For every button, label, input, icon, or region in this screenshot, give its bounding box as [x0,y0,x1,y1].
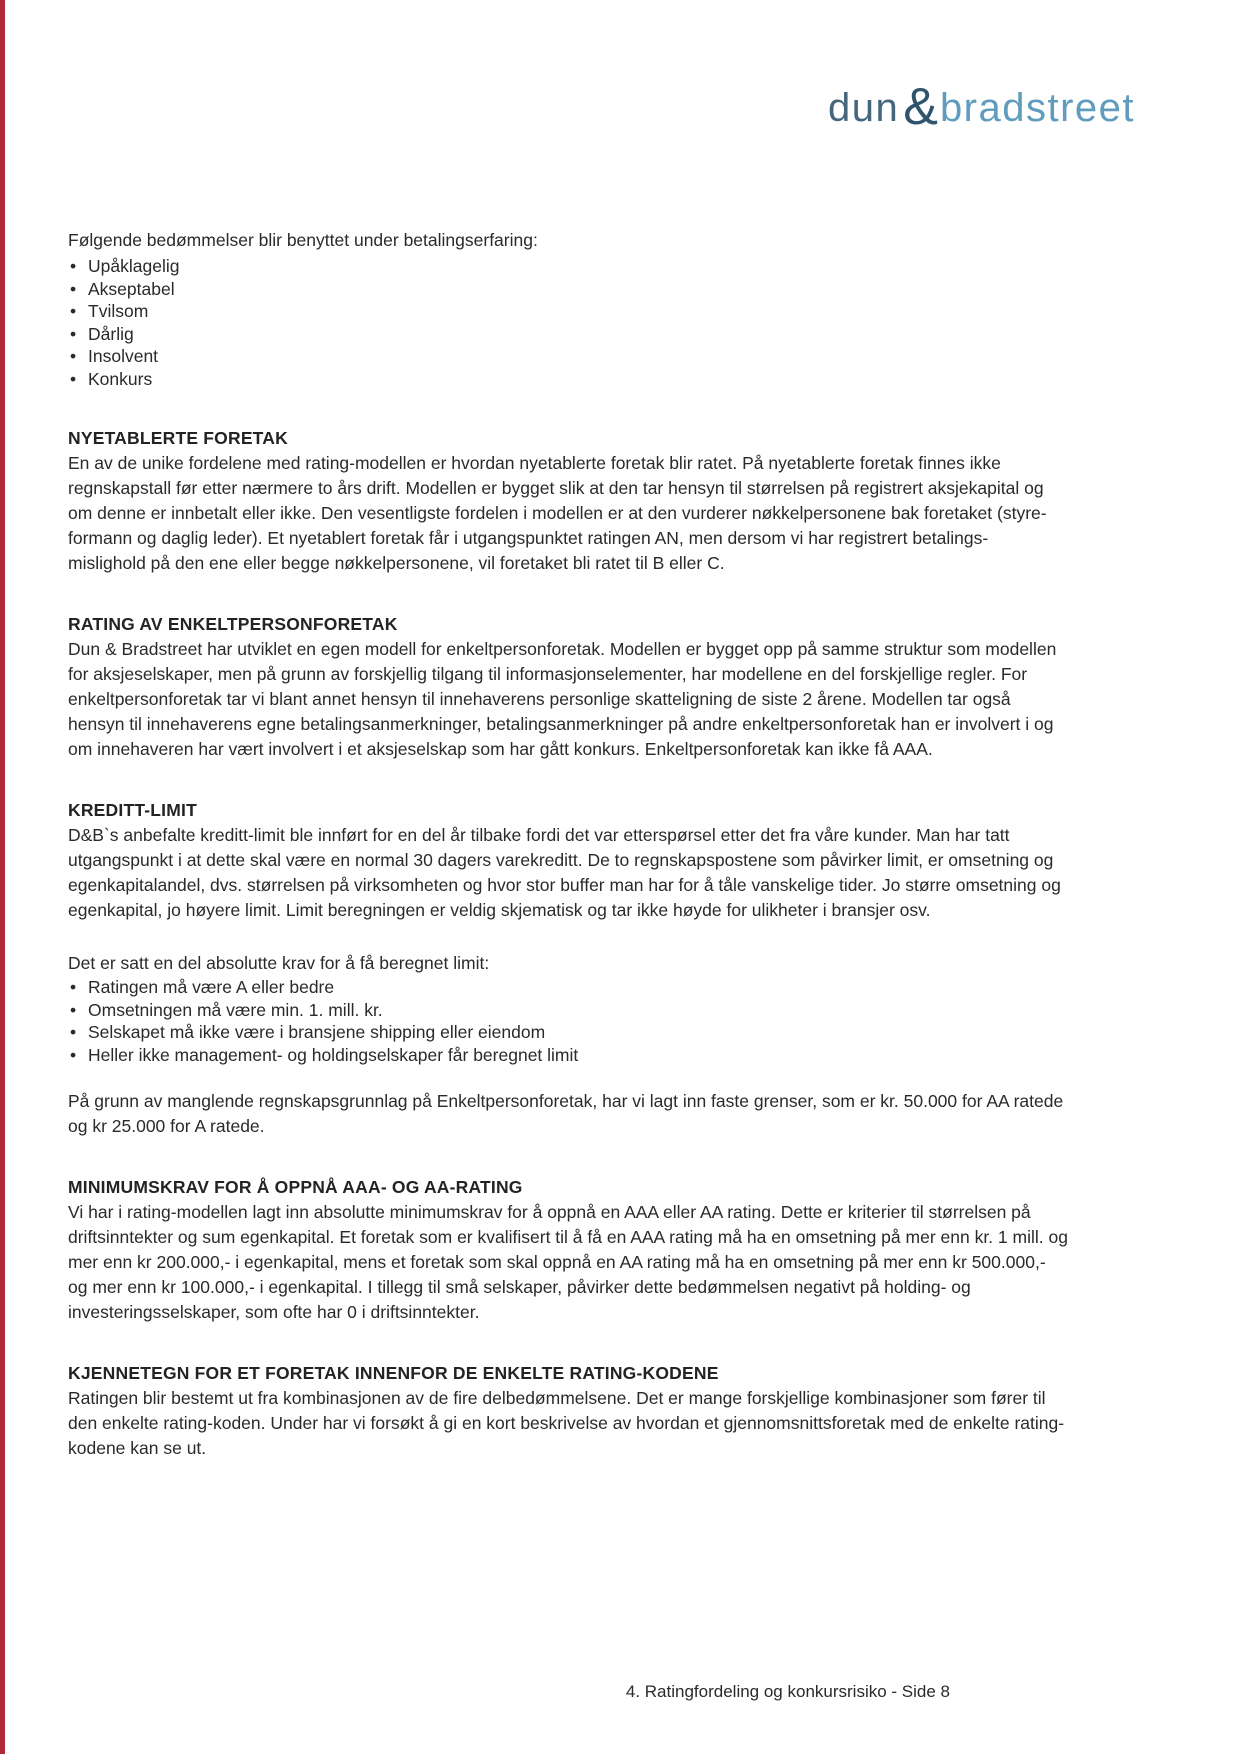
paragraph-faste-grenser: På grunn av manglende regnskapsgrunnlag på Enkeltpersonforetak, har vi lagt inn faste grenser, som er kr. 50.000 for AA ratede og kr 25.000 for A ratede. [68,1091,1064,1136]
list-item: • Upåklagelig [68,255,1068,278]
list-item: • Konkurs [68,368,1068,391]
limit-krav-list [68,976,1068,1066]
page-footer: 4. Ratingfordeling og konkursrisiko - Side 8 [625,1682,950,1701]
paragraph-minimumskrav: Vi har i rating-modellen lagt inn absolutte minimumskrav for å oppnå en AAA eller AA rating. Dette er kriterier til størrelsen på driftsinntekter og sum egenkapital. Et foretak som er kvalifisert til å få en AAA rating må ha en omsetning på mer enn kr. 1 mill. og mer enn kr 200.000,- i egenkapital, mens et foretak som skal oppnå en AA rating må ha en omsetning på mer enn kr 500.000,- og mer enn kr 100.000,- i egenkapital. I tillegg til små selskaper, påvirker dette bedømmelsen negativt på holding- og investeringsselskaper, som ofte har 0 i driftsinntekter. [68,1202,1068,1322]
dun-bradstreet-logo [828,74,1135,134]
heading-kjennetegn: KJENNETEGN FOR ET FORETAK INNENFOR DE ENKELTE RATING-KODENE [68,1363,719,1383]
payment-assessment-list [68,255,1068,390]
heading-kreditt-limit: KREDITT-LIMIT [68,800,197,820]
logo-text-dun: dun [828,86,900,130]
list-item: • Insolvent [68,345,1068,368]
list-item: • Ratingen må være A eller bedre [68,976,1068,999]
heading-minimumskrav: MINIMUMSKRAV FOR Å OPPNÅ AAA- OG AA-RATING [68,1177,523,1197]
limit-krav-lead-text: Det er satt en del absolutte krav for å få beregnet limit: [68,953,490,973]
logo-text-bradstreet: bradstreet [939,86,1136,130]
list-item: • Selskapet må ikke være i bransjene shipping eller eiendom [68,1021,1068,1044]
heading-nyetablerte-foretak: NYETABLERTE FORETAK [68,428,288,448]
paragraph-rating-enkeltpersonforetak: Dun & Bradstreet har utviklet en egen modell for enkeltpersonforetak. Modellen er bygget opp på samme struktur som modellen for aksjeselskaper, men på grunn av forskjellig tilgang til informasjonselementer, har modellene en del forskjellige regler. For enkeltpersonforetak tar vi blant annet hensyn til innehaverens personlige skatteligning de siste 2 årene. Modellen tar også hensyn til innehaverens egne betalingsanmerkninger, betalingsanmerkninger på andre enkeltpersonforetak han er involvert i og om innehaveren har vært involvert i et aksjeselskap som har gått konkurs. Enkeltpersonforetak kan ikke få AAA. [68,639,1057,759]
document-body [68,228,1068,1461]
paragraph-kjennetegn: Ratingen blir bestemt ut fra kombinasjonen av de fire delbedømmelsene. Det er mange forskjellige kombinasjoner som fører til den enkelte rating-koden. Under har vi forsøkt å gi en kort beskrivelse av hvordan et gjennomsnittsforetak med de enkelte rating-kodene kan se ut. [68,1388,1065,1458]
logo-ampersand-icon: & [903,78,938,136]
paragraph-kreditt-limit: D&B`s anbefalte kreditt-limit ble innført for en del år tilbake fordi det var etterspørsel etter det fra våre kunder. Man har tatt utgangspunkt i at dette skal være en normal 30 dagers varekreditt. De to regnskapspostene som påvirker limit, er omsetning og egenkapitalandel, dvs. størrelsen på virksomheten og hvor stor buffer man har for å tåle vanskelige tider. Jo større omsetning og egenkapital, jo høyere limit. Limit beregningen er veldig skjematisk og tar ikke høyde for ulikheter i bransjer osv. [68,825,1061,920]
list-item: • Akseptabel [68,278,1068,301]
intro-lead-text: Følgende bedømmelser blir benyttet under betalingserfaring: [68,230,538,250]
left-accent-bar [0,0,5,1754]
heading-rating-enkeltpersonforetak: RATING AV ENKELTPERSONFORETAK [68,614,398,634]
list-item: • Heller ikke management- og holdingselskaper får beregnet limit [68,1044,1068,1067]
list-item: • Omsetningen må være min. 1. mill. kr. [68,999,1068,1022]
paragraph-nyetablerte-foretak: En av de unike fordelene med rating-modellen er hvordan nyetablerte foretak blir ratet. På nyetablerte foretak finnes ikke regnskapstall før etter nærmere to års drift. Modellen er bygget slik at den tar hensyn til størrelsen på registrert aksjekapital og om denne er innbetalt eller ikke. Den vesentligste fordelen i modellen er at den vurderer nøkkelpersonene bak foretaket (styre- formann og daglig leder). Et nyetablert foretak får i utgangspunktet ratingen AN, men dersom vi har registrert betalings- mislighold på den ene eller begge nøkkelpersonene, vil foretaket bli ratet til B eller C. [68,453,1047,573]
list-item: • Tvilsom [68,300,1068,323]
list-item: • Dårlig [68,323,1068,346]
